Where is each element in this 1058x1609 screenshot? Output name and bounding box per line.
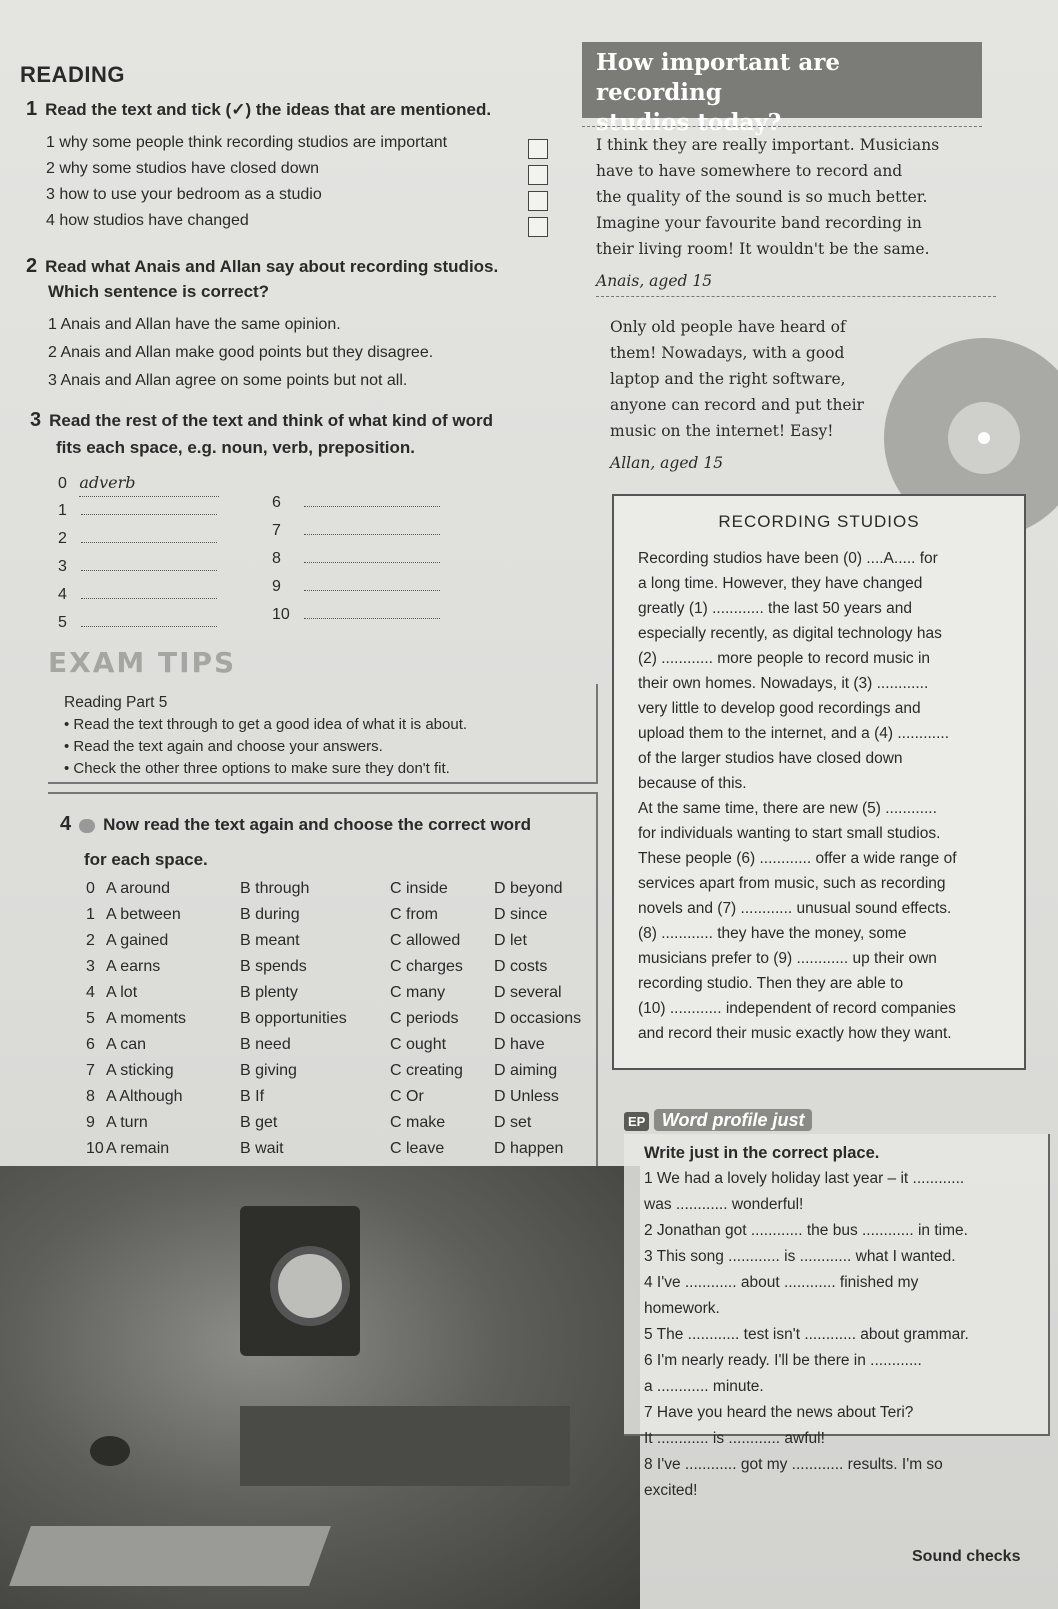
q4-option-b[interactable]: B spends <box>240 958 307 975</box>
q1-item: 2 why some studios have closed down <box>46 160 320 177</box>
q4-row <box>86 980 581 1006</box>
article-box <box>612 494 1026 1070</box>
anais-line: I think they are really important. Musicians <box>596 136 940 154</box>
q3-num: 7 <box>272 522 281 539</box>
q1-checkbox-4[interactable] <box>528 217 548 237</box>
banner-line2: studios today? <box>596 109 782 136</box>
q4-row-num: 5 <box>86 1010 95 1027</box>
article-title: RECORDING STUDIOS <box>718 512 920 531</box>
q4-option-d[interactable]: D since <box>494 906 548 923</box>
q3-right-column <box>272 490 440 630</box>
q3-blank-1[interactable] <box>81 500 217 515</box>
q4-row-num: 10 <box>86 1140 104 1157</box>
footer-label: Sound checks <box>912 1548 1021 1565</box>
q3-blank-10[interactable] <box>304 604 440 619</box>
article-line: (2) ............ more people to record music in <box>638 650 931 667</box>
audio-icon <box>79 819 95 833</box>
q1-item: 4 how studios have changed <box>46 212 249 229</box>
article-line: and record their music exactly how they want. <box>638 1025 952 1042</box>
exam-tip: Read the text again and choose your answers. <box>73 738 383 755</box>
article-line: novels and (7) ............ unusual sound effects. <box>638 900 952 917</box>
q4-row <box>86 1136 581 1162</box>
q3-instruction <box>30 408 590 433</box>
q3-instruction-line2: fits each space, e.g. noun, verb, preposition. <box>56 438 415 457</box>
q4-option-d[interactable]: D costs <box>494 958 548 975</box>
q4-option-d[interactable]: D let <box>494 932 527 949</box>
exam-tips-title: EXAM TIPS <box>48 646 237 679</box>
q3-num: 6 <box>272 494 281 511</box>
q4-instruction <box>60 812 600 837</box>
q4-option-a[interactable]: A between <box>106 906 181 923</box>
anais-line: Imagine your favourite band recording in <box>596 214 922 232</box>
article-line: for individuals wanting to start small studios. <box>638 825 941 842</box>
article-line: services apart from music, such as recording <box>638 875 946 892</box>
q4-row-num: 6 <box>86 1036 95 1053</box>
q4-option-c[interactable]: C leave <box>390 1140 445 1157</box>
q4-option-a[interactable]: A earns <box>106 958 161 975</box>
exam-tips-subtitle: Reading Part 5 <box>64 694 168 711</box>
q4-option-c[interactable]: C periods <box>390 1010 459 1027</box>
q4-option-a[interactable]: A around <box>106 880 171 897</box>
section-title: READING <box>20 62 125 87</box>
word-profile-item: was ............ wonderful! <box>644 1196 804 1213</box>
allan-line: music on the internet! Easy! <box>610 422 834 440</box>
allan-line: laptop and the right software, <box>610 370 846 388</box>
q4-row-num: 2 <box>86 932 95 949</box>
word-profile-item: 5 The ............ test isn't ............ about grammar. <box>644 1326 969 1343</box>
exam-tip: Read the text through to get a good idea of what it is about. <box>73 716 468 733</box>
q1-checkbox-2[interactable] <box>528 165 548 185</box>
q4-option-c[interactable]: C from <box>390 906 438 923</box>
q4-option-d[interactable]: D aiming <box>494 1062 558 1079</box>
q4-option-c[interactable]: C many <box>390 984 446 1001</box>
anais-signature: Anais, aged 15 <box>596 272 713 290</box>
exam-tips-box <box>48 684 598 784</box>
q4-option-b[interactable]: B need <box>240 1036 291 1053</box>
word-profile-item: It ............ is ............ awful! <box>644 1430 825 1447</box>
q4-option-c[interactable]: C make <box>390 1114 446 1131</box>
q3-num: 2 <box>58 530 67 547</box>
q3-example <box>58 470 219 497</box>
article-body <box>614 532 1024 1046</box>
q3-blank-5[interactable] <box>81 612 217 627</box>
q4-row-num: 9 <box>86 1114 95 1131</box>
q4-option-b[interactable]: B get <box>240 1114 278 1131</box>
q4-row <box>86 1006 581 1032</box>
article-line: because of this. <box>638 775 747 792</box>
article-line: (10) ............ independent of record companies <box>638 1000 956 1017</box>
q2-instruction-line2: Which sentence is correct? <box>48 282 270 301</box>
word-profile-instruction: Write just in the correct place. <box>644 1144 880 1162</box>
q3-num: 4 <box>58 586 67 603</box>
article-line: greatly (1) ............ the last 50 years and <box>638 600 912 617</box>
article-line: (8) ............ they have the money, some <box>638 925 907 942</box>
article-line: These people (6) ............ offer a wide range of <box>638 850 957 867</box>
q4-option-c[interactable]: C ought <box>390 1036 447 1053</box>
q2-item: 2 Anais and Allan make good points but they disagree. <box>48 344 434 361</box>
q3-blank-3[interactable] <box>81 556 217 571</box>
q4-number: 4 <box>60 813 72 835</box>
q4-option-a[interactable]: A lot <box>106 984 138 1001</box>
q3-left-column <box>58 498 217 638</box>
exam-tip: Check the other three options to make sure they don't fit. <box>73 760 450 777</box>
q4-option-d[interactable]: D beyond <box>494 880 563 897</box>
anais-quote <box>596 132 996 294</box>
q1-item: 1 why some people think recording studios are important <box>46 134 448 151</box>
word-profile-item: homework. <box>644 1300 720 1317</box>
q3-example-answer: adverb <box>79 470 219 497</box>
q3-number: 3 <box>30 409 42 431</box>
word-profile-box <box>624 1134 1050 1499</box>
q1-item: 3 how to use your bedroom as a studio <box>46 186 322 203</box>
q4-option-d[interactable]: D have <box>494 1036 545 1053</box>
q4-row <box>86 928 581 954</box>
q4-option-c[interactable]: C charges <box>390 958 463 975</box>
q2-number: 2 <box>26 255 38 277</box>
word-profile-item: excited! <box>644 1482 698 1499</box>
article-line: upload them to the internet, and a (4) ............ <box>638 725 950 742</box>
anais-line: their living room! It wouldn't be the same. <box>596 240 930 258</box>
q3-blank-9[interactable] <box>304 576 440 591</box>
q4-option-b[interactable]: B wait <box>240 1140 284 1157</box>
word-profile-title: Word profile just <box>654 1109 813 1131</box>
q4-option-a[interactable]: A Although <box>106 1088 183 1105</box>
q1-instruction <box>26 97 586 122</box>
q4-option-d[interactable]: D set <box>494 1114 532 1131</box>
q4-option-a[interactable]: A can <box>106 1036 147 1053</box>
article-line: a long time. However, they have changed <box>638 575 923 592</box>
q4-row <box>86 1110 581 1136</box>
q4-option-b[interactable]: B through <box>240 880 310 897</box>
q3-num: 10 <box>272 606 290 623</box>
word-profile-item: 6 I'm nearly ready. I'll be there in ............ <box>644 1352 922 1369</box>
q4-option-b[interactable]: B during <box>240 906 300 923</box>
q4-option-a[interactable]: A sticking <box>106 1062 174 1079</box>
q4-row <box>86 954 581 980</box>
q1-number: 1 <box>26 98 38 120</box>
q4-row-num: 8 <box>86 1088 95 1105</box>
article-line: recording studio. Then they are able to <box>638 975 904 992</box>
allan-line: Only old people have heard of <box>610 318 846 336</box>
q3-num: 9 <box>272 578 281 595</box>
q3-blank-6[interactable] <box>304 492 440 507</box>
article-line: very little to develop good recordings and <box>638 700 921 717</box>
q4-row <box>86 1058 581 1084</box>
q4-row-num: 3 <box>86 958 95 975</box>
word-profile-list <box>624 1166 1048 1504</box>
q4-option-c[interactable]: C creating <box>390 1062 463 1079</box>
q3-blank-7[interactable] <box>304 520 440 535</box>
studio-photo <box>0 1166 640 1609</box>
q4-row <box>86 1084 581 1110</box>
q4-option-a[interactable]: A turn <box>106 1114 148 1131</box>
q4-row-num: 4 <box>86 984 95 1001</box>
article-banner <box>582 42 982 136</box>
q4-option-b[interactable]: B meant <box>240 932 300 949</box>
q3-example-number: 0 <box>58 475 67 492</box>
q4-option-c[interactable]: C allowed <box>390 932 461 949</box>
q4-row-num: 1 <box>86 906 95 923</box>
article-line: At the same time, there are new (5) ............ <box>638 800 937 817</box>
allan-quote <box>610 314 910 476</box>
q3-num: 1 <box>58 502 67 519</box>
q4-option-d[interactable]: D several <box>494 984 562 1001</box>
q3-blank-4[interactable] <box>81 584 217 599</box>
q4-option-c[interactable]: C Or <box>390 1088 424 1105</box>
q3-blank-8[interactable] <box>304 548 440 563</box>
ep-badge: EP <box>624 1112 649 1131</box>
q2-instruction-line1: Read what Anais and Allan say about recording studios. <box>45 257 499 276</box>
q4-options <box>86 876 581 1162</box>
article-line: especially recently, as digital technology has <box>638 625 942 642</box>
word-profile-item: 7 Have you heard the news about Teri? <box>644 1404 914 1421</box>
q1-checkbox-3[interactable] <box>528 191 548 211</box>
q4-option-a[interactable]: A remain <box>106 1140 170 1157</box>
word-profile-item: 8 I've ............ got my ............ results. I'm so <box>644 1456 943 1473</box>
allan-line: anyone can record and put their <box>610 396 864 414</box>
q3-instruction-line1: Read the rest of the text and think of what kind of word <box>49 411 494 430</box>
q4-row <box>86 1032 581 1058</box>
word-profile-item: 2 Jonathan got ............ the bus ............ in time. <box>644 1222 968 1239</box>
q3-blank-2[interactable] <box>81 528 217 543</box>
divider <box>582 126 982 127</box>
article-line: their own homes. Nowadays, it (3) ............ <box>638 675 929 692</box>
article-line: musicians prefer to (9) ............ up their own <box>638 950 937 967</box>
q4-row-num: 0 <box>86 880 95 897</box>
anais-line: the quality of the sound is so much better. <box>596 188 928 206</box>
q2-item: 1 Anais and Allan have the same opinion. <box>48 316 341 333</box>
q1-instruction-text: Read the text and tick (✓) the ideas that are mentioned. <box>45 100 492 119</box>
word-profile-item: 1 We had a lovely holiday last year – it ............ <box>644 1170 965 1187</box>
q1-checkbox-1[interactable] <box>528 139 548 159</box>
word-profile-item: 3 This song ............ is ............ what I wanted. <box>644 1248 956 1265</box>
q4-option-b[interactable]: B plenty <box>240 984 298 1001</box>
word-profile-item: 4 I've ............ about ............ finished my <box>644 1274 919 1291</box>
article-line: Recording studios have been (0) ....A..... for <box>638 550 938 567</box>
exam-tips-list: • Read the text through to get a good idea of what it is about. • Read the text again and choose your answers. • Check the other three options to make sure they don't fit. <box>64 716 468 777</box>
q4-row <box>86 902 581 928</box>
word-profile-item: a ............ minute. <box>644 1378 764 1395</box>
q4-instruction-line2: for each space. <box>84 850 208 869</box>
allan-signature: Allan, aged 15 <box>610 454 724 472</box>
q4-option-a[interactable]: A gained <box>106 932 169 949</box>
article-line: of the larger studios have closed down <box>638 750 903 767</box>
anais-line: have to have somewhere to record and <box>596 162 903 180</box>
q4-option-b[interactable]: B If <box>240 1088 265 1105</box>
allan-line: them! Nowadays, with a good <box>610 344 845 362</box>
q4-option-c[interactable]: C inside <box>390 880 448 897</box>
q4-option-d[interactable]: D occasions <box>494 1010 582 1027</box>
divider <box>596 296 996 297</box>
word-profile-header <box>624 1110 812 1131</box>
q3-num: 8 <box>272 550 281 567</box>
q4-row-num: 7 <box>86 1062 95 1079</box>
q4-option-b[interactable]: B giving <box>240 1062 297 1079</box>
q2-instruction <box>26 254 586 279</box>
q4-option-d[interactable]: D Unless <box>494 1088 559 1105</box>
banner-line1: How important are recording <box>596 49 841 106</box>
q4-option-a[interactable]: A moments <box>106 1010 187 1027</box>
q3-num: 5 <box>58 614 67 631</box>
q2-item: 3 Anais and Allan agree on some points but not all. <box>48 372 408 389</box>
q4-option-b[interactable]: B opportunities <box>240 1010 347 1027</box>
q4-option-d[interactable]: D happen <box>494 1140 564 1157</box>
q4-instruction-line1: Now read the text again and choose the correct word <box>103 815 532 834</box>
q3-num: 3 <box>58 558 67 575</box>
q4-row <box>86 876 581 902</box>
